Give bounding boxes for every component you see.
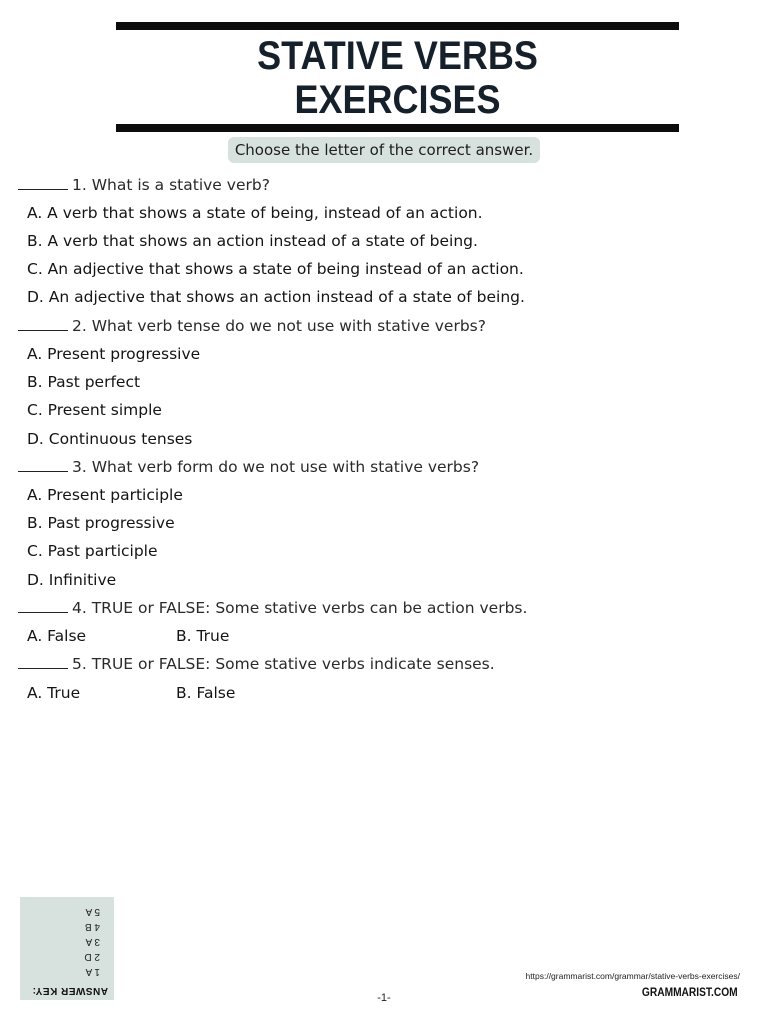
answer-blank-5[interactable] bbox=[18, 655, 68, 669]
question-2-text: 2. What verb tense do we not use with stative verbs? bbox=[72, 317, 486, 335]
question-4-text: 4. TRUE or FALSE: Some stative verbs can be action verbs. bbox=[72, 599, 528, 617]
question-2-option-a: A. Present progressive bbox=[27, 345, 201, 363]
answer-key-item-5: 5 A bbox=[85, 906, 100, 917]
answer-key-item-2: 2 D bbox=[84, 951, 100, 962]
answer-key-item-4: 4 B bbox=[84, 921, 100, 932]
question-4-option-a: A. False bbox=[27, 627, 87, 645]
question-5-option-a: A. True bbox=[27, 684, 81, 702]
brand-logo: GRAMMARIST.COM bbox=[642, 985, 738, 999]
question-3-option-c: C. Past participle bbox=[27, 542, 158, 560]
source-url-link[interactable]: https://grammarist.com/grammar/stative-verbs-exercises/ bbox=[525, 971, 740, 981]
answer-blank-4[interactable] bbox=[18, 599, 68, 613]
question-3-text: 3. What verb form do we not use with stative verbs? bbox=[72, 458, 480, 476]
title-line-1: STATIVE VERBS bbox=[257, 34, 538, 78]
answer-key-item-3: 3 A bbox=[85, 936, 100, 947]
question-1-option-b: B. A verb that shows an action instead of a state of being. bbox=[27, 232, 478, 250]
question-1-option-d: D. An adjective that shows an action instead of a state of being. bbox=[27, 288, 525, 306]
question-1-option-c: C. An adjective that shows a state of being instead of an action. bbox=[27, 260, 524, 278]
answer-key-box bbox=[20, 897, 114, 1000]
question-1-option-a: A. A verb that shows a state of being, instead of an action. bbox=[27, 204, 483, 222]
question-3-option-d: D. Infinitive bbox=[27, 571, 117, 589]
answer-key-title: ANSWER KEY: bbox=[32, 985, 108, 996]
question-4-option-b: B. True bbox=[176, 627, 230, 645]
answer-key-item-1: 1 A bbox=[85, 966, 100, 977]
question-5 bbox=[18, 654, 495, 674]
answer-key-rotated bbox=[20, 897, 114, 1000]
question-2 bbox=[18, 316, 486, 336]
question-1 bbox=[18, 175, 270, 195]
question-1-text: 1. What is a stative verb? bbox=[72, 176, 270, 194]
answer-blank-3[interactable] bbox=[18, 458, 68, 472]
page-number: -1- bbox=[377, 992, 391, 1004]
question-4 bbox=[18, 598, 527, 618]
answer-blank-2[interactable] bbox=[18, 317, 68, 331]
instruction-banner: Choose the letter of the correct answer. bbox=[228, 137, 540, 163]
question-2-option-c: C. Present simple bbox=[27, 401, 162, 419]
question-2-option-b: B. Past perfect bbox=[27, 373, 141, 391]
answer-blank-1[interactable] bbox=[18, 176, 68, 190]
question-3-option-b: B. Past progressive bbox=[27, 514, 175, 532]
title-line-2: EXERCISES bbox=[294, 78, 501, 122]
question-2-option-d: D. Continuous tenses bbox=[27, 430, 193, 448]
question-5-option-b: B. False bbox=[176, 684, 236, 702]
question-5-text: 5. TRUE or FALSE: Some stative verbs indicate senses. bbox=[72, 655, 495, 673]
instruction-wrap bbox=[0, 137, 768, 163]
title-block bbox=[116, 22, 679, 132]
question-3 bbox=[18, 457, 479, 477]
question-3-option-a: A. Present participle bbox=[27, 486, 183, 504]
